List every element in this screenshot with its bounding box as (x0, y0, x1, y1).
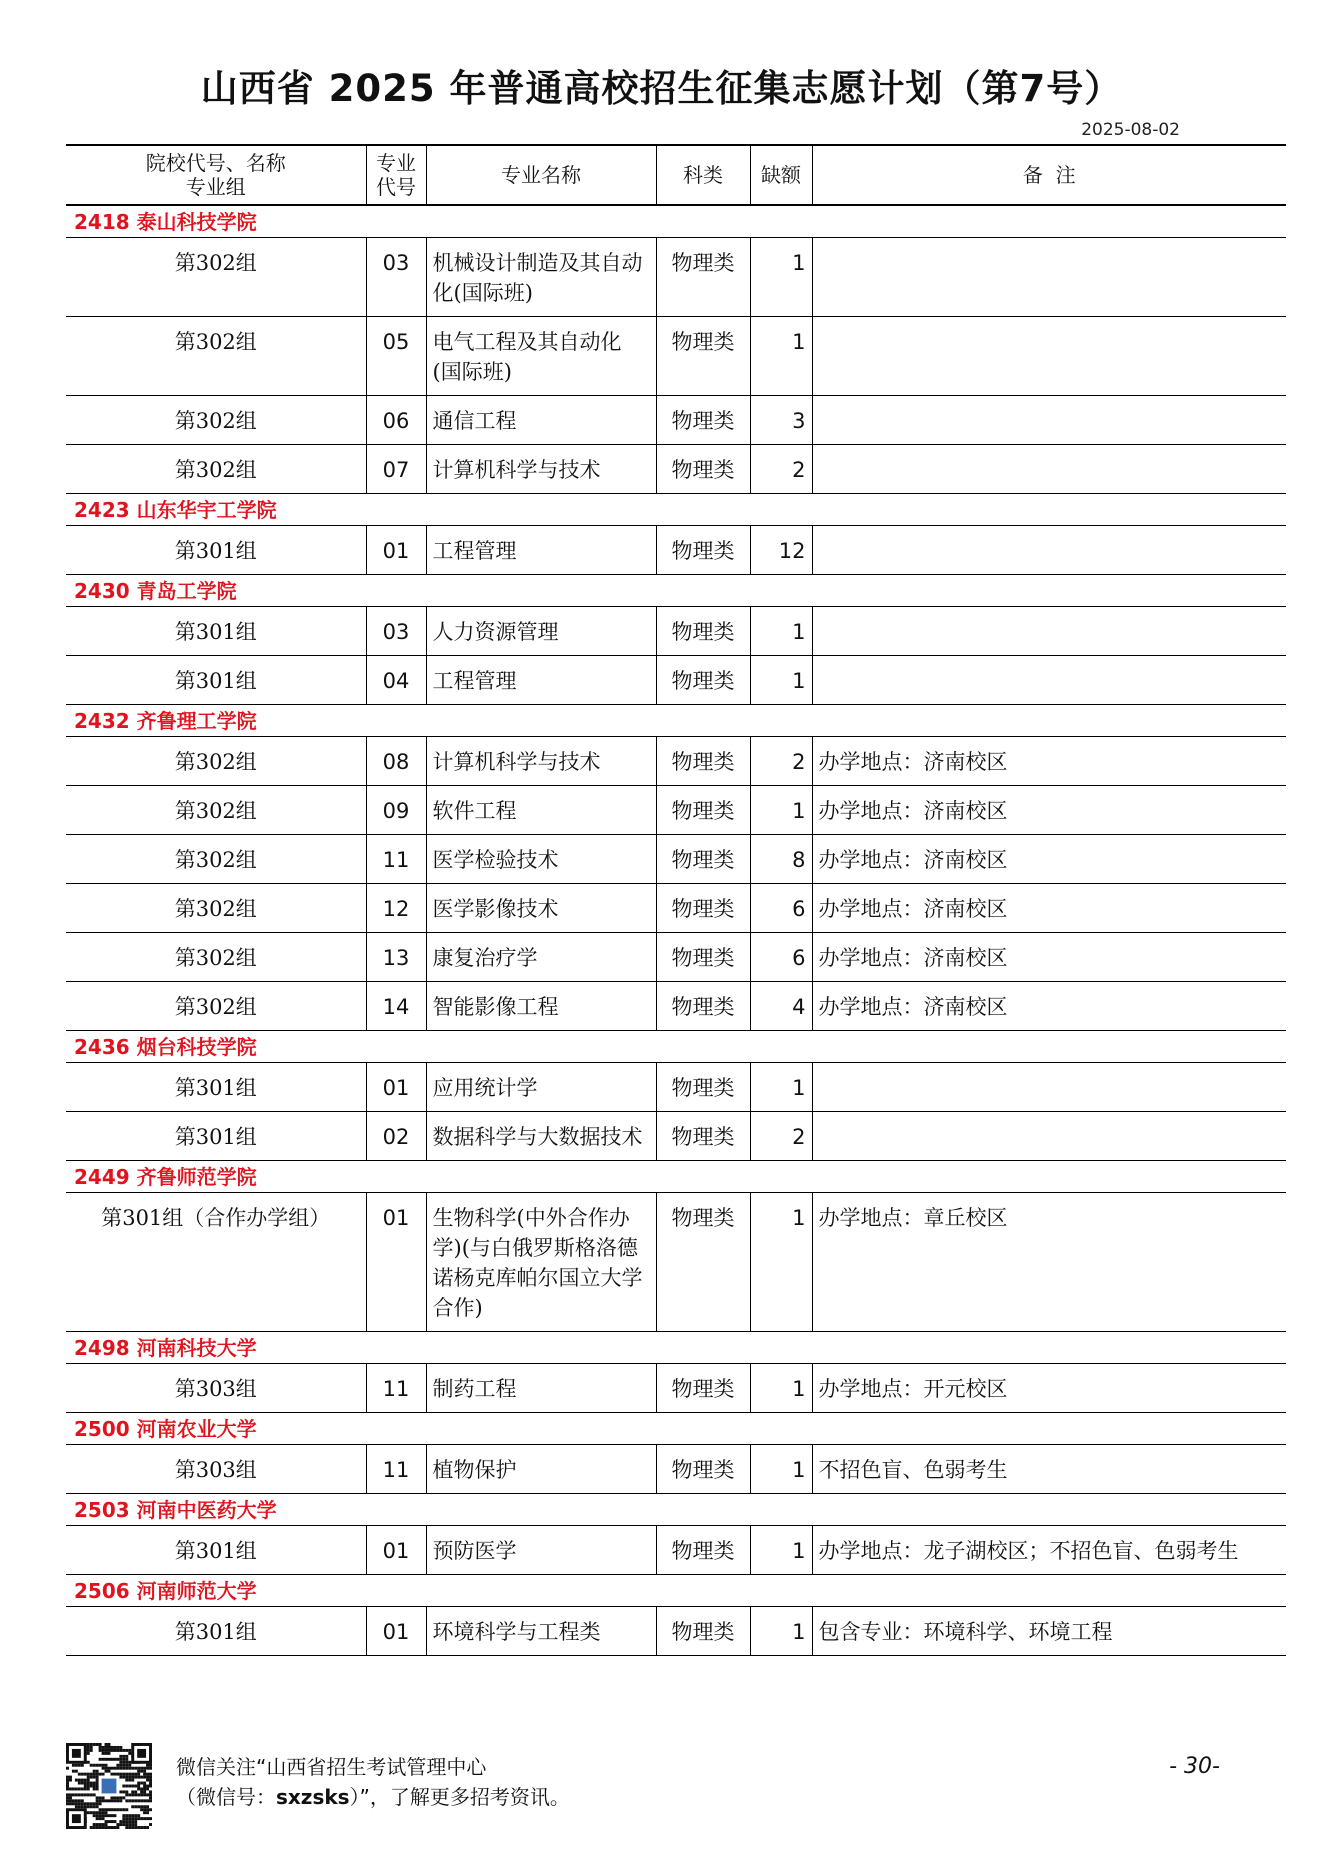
quota-cell: 2 (750, 445, 812, 494)
category-cell: 物理类 (656, 884, 750, 933)
major-name-cell: 电气工程及其自动化(国际班) (426, 317, 656, 396)
page-title: 山西省 2025 年普通高校招生征集志愿计划（第7号） (200, 67, 1123, 110)
school-header-row (66, 1494, 1286, 1526)
school-header-row (66, 494, 1286, 526)
school-name: 2503 河南中医药大学 (66, 1494, 1286, 1526)
note-cell (812, 607, 1286, 656)
group-cell: 第302组 (66, 445, 366, 494)
major-code-cell: 07 (366, 445, 426, 494)
table-row (66, 933, 1286, 982)
table-row (66, 1112, 1286, 1161)
note-cell: 办学地点：龙子湖校区；不招色盲、色弱考生 (812, 1526, 1286, 1575)
quota-cell: 3 (750, 396, 812, 445)
category-cell: 物理类 (656, 526, 750, 575)
school-header-row (66, 1332, 1286, 1364)
major-name-cell: 数据科学与大数据技术 (426, 1112, 656, 1161)
category-cell: 物理类 (656, 238, 750, 317)
header-notes: 备 注 (812, 145, 1286, 205)
note-cell (812, 526, 1286, 575)
note-cell (812, 445, 1286, 494)
school-header-row (66, 575, 1286, 607)
table-row (66, 607, 1286, 656)
school-name: 2423 山东华宇工学院 (66, 494, 1286, 526)
header-school-group (66, 145, 366, 205)
quota-cell: 1 (750, 1607, 812, 1656)
quota-cell: 1 (750, 1063, 812, 1112)
table-header-row (66, 145, 1286, 205)
group-cell: 第302组 (66, 933, 366, 982)
category-cell: 物理类 (656, 1607, 750, 1656)
school-header-row (66, 1413, 1286, 1445)
quota-cell: 8 (750, 835, 812, 884)
quota-cell: 12 (750, 526, 812, 575)
quota-cell: 2 (750, 737, 812, 786)
note-cell: 办学地点：济南校区 (812, 933, 1286, 982)
category-cell: 物理类 (656, 396, 750, 445)
table-row (66, 1364, 1286, 1413)
note-cell: 办学地点：济南校区 (812, 737, 1286, 786)
table-row (66, 982, 1286, 1031)
major-name-cell: 通信工程 (426, 396, 656, 445)
quota-cell: 1 (750, 1193, 812, 1332)
note-cell (812, 396, 1286, 445)
note-cell (812, 238, 1286, 317)
note-cell (812, 1063, 1286, 1112)
note-cell: 不招色盲、色弱考生 (812, 1445, 1286, 1494)
group-cell: 第302组 (66, 396, 366, 445)
school-name: 2506 河南师范大学 (66, 1575, 1286, 1607)
category-cell: 物理类 (656, 445, 750, 494)
note-cell: 办学地点：济南校区 (812, 835, 1286, 884)
note-cell (812, 317, 1286, 396)
note-cell (812, 1112, 1286, 1161)
major-code-cell: 06 (366, 396, 426, 445)
table-row (66, 445, 1286, 494)
quota-cell: 6 (750, 884, 812, 933)
group-cell: 第301组 (66, 1063, 366, 1112)
quota-cell: 1 (750, 1526, 812, 1575)
quota-cell: 1 (750, 317, 812, 396)
major-code-cell: 04 (366, 656, 426, 705)
group-cell: 第303组 (66, 1364, 366, 1413)
category-cell: 物理类 (656, 1063, 750, 1112)
group-cell: 第302组 (66, 238, 366, 317)
table-row (66, 1607, 1286, 1656)
major-code-cell: 05 (366, 317, 426, 396)
note-cell: 办学地点：济南校区 (812, 982, 1286, 1031)
footer-line1: 微信关注“山西省招生考试管理中心 (176, 1755, 487, 1779)
category-cell: 物理类 (656, 933, 750, 982)
wechat-id: sxzsks (276, 1785, 350, 1809)
category-cell: 物理类 (656, 786, 750, 835)
group-cell: 第301组 (66, 526, 366, 575)
major-code-cell: 01 (366, 1526, 426, 1575)
table-row (66, 737, 1286, 786)
publish-date: 2025-08-02 (1081, 120, 1180, 140)
header-major-code-line2: 代号 (376, 175, 416, 199)
major-code-cell: 11 (366, 835, 426, 884)
school-name: 2449 齐鲁师范学院 (66, 1161, 1286, 1193)
major-name-cell: 计算机科学与技术 (426, 737, 656, 786)
table-row (66, 1193, 1286, 1332)
header-school-group-line1: 院校代号、名称 (145, 151, 286, 175)
header-school-group-line2: 专业组 (185, 175, 246, 199)
note-cell: 办学地点：济南校区 (812, 786, 1286, 835)
category-cell: 物理类 (656, 1112, 750, 1161)
note-cell: 办学地点：章丘校区 (812, 1193, 1286, 1332)
major-name-cell: 制药工程 (426, 1364, 656, 1413)
school-header-row (66, 705, 1286, 737)
footer-line2-suffix: ）”，了解更多招考资讯。 (349, 1785, 570, 1809)
major-name-cell: 工程管理 (426, 526, 656, 575)
group-cell: 第302组 (66, 835, 366, 884)
major-name-cell: 生物科学(中外合作办学)(与白俄罗斯格洛德诺杨克库帕尔国立大学合作) (426, 1193, 656, 1332)
header-major-code-line1: 专业 (376, 151, 416, 175)
note-cell: 包含专业：环境科学、环境工程 (812, 1607, 1286, 1656)
wechat-qr-code (66, 1743, 152, 1829)
footer-line2-prefix: （微信号： (176, 1785, 276, 1809)
major-name-cell: 人力资源管理 (426, 607, 656, 656)
table-row (66, 786, 1286, 835)
category-cell: 物理类 (656, 1193, 750, 1332)
footer-text (176, 1752, 570, 1812)
note-cell: 办学地点：济南校区 (812, 884, 1286, 933)
table-row (66, 1063, 1286, 1112)
table-row (66, 884, 1286, 933)
major-code-cell: 02 (366, 1112, 426, 1161)
category-cell: 物理类 (656, 737, 750, 786)
header-major-name: 专业名称 (426, 145, 656, 205)
group-cell: 第301组（合作办学组） (66, 1193, 366, 1332)
table-row (66, 835, 1286, 884)
major-name-cell: 机械设计制造及其自动化(国际班) (426, 238, 656, 317)
school-name: 2436 烟台科技学院 (66, 1031, 1286, 1063)
group-cell: 第303组 (66, 1445, 366, 1494)
school-header-row (66, 1575, 1286, 1607)
quota-cell: 6 (750, 933, 812, 982)
quota-cell: 2 (750, 1112, 812, 1161)
table-row (66, 526, 1286, 575)
major-code-cell: 11 (366, 1364, 426, 1413)
table-row (66, 396, 1286, 445)
school-name: 2432 齐鲁理工学院 (66, 705, 1286, 737)
table-row (66, 1445, 1286, 1494)
quota-cell: 1 (750, 1364, 812, 1413)
table-row (66, 1526, 1286, 1575)
category-cell: 物理类 (656, 1526, 750, 1575)
quota-cell: 1 (750, 656, 812, 705)
school-name: 2500 河南农业大学 (66, 1413, 1286, 1445)
major-code-cell: 01 (366, 1063, 426, 1112)
major-name-cell: 环境科学与工程类 (426, 1607, 656, 1656)
footer-line2 (176, 1782, 570, 1812)
table-body (66, 205, 1286, 1656)
group-cell: 第302组 (66, 786, 366, 835)
major-code-cell: 09 (366, 786, 426, 835)
major-name-cell: 工程管理 (426, 656, 656, 705)
category-cell: 物理类 (656, 1364, 750, 1413)
major-code-cell: 03 (366, 238, 426, 317)
page-number: - 30- (1169, 1754, 1220, 1779)
table-row (66, 317, 1286, 396)
note-cell (812, 656, 1286, 705)
major-code-cell: 12 (366, 884, 426, 933)
quota-cell: 1 (750, 1445, 812, 1494)
group-cell: 第301组 (66, 1607, 366, 1656)
group-cell: 第302组 (66, 982, 366, 1031)
category-cell: 物理类 (656, 982, 750, 1031)
school-header-row (66, 1031, 1286, 1063)
group-cell: 第301组 (66, 656, 366, 705)
major-code-cell: 01 (366, 1193, 426, 1332)
major-name-cell: 智能影像工程 (426, 982, 656, 1031)
category-cell: 物理类 (656, 656, 750, 705)
category-cell: 物理类 (656, 1445, 750, 1494)
school-header-row (66, 1161, 1286, 1193)
category-cell: 物理类 (656, 835, 750, 884)
major-code-cell: 08 (366, 737, 426, 786)
major-name-cell: 预防医学 (426, 1526, 656, 1575)
table-row (66, 656, 1286, 705)
major-name-cell: 计算机科学与技术 (426, 445, 656, 494)
group-cell: 第301组 (66, 607, 366, 656)
major-code-cell: 01 (366, 526, 426, 575)
admission-plan-table (66, 144, 1286, 1656)
group-cell: 第302组 (66, 317, 366, 396)
quota-cell: 4 (750, 982, 812, 1031)
group-cell: 第302组 (66, 884, 366, 933)
category-cell: 物理类 (656, 317, 750, 396)
major-name-cell: 植物保护 (426, 1445, 656, 1494)
quota-cell: 1 (750, 786, 812, 835)
major-code-cell: 01 (366, 1607, 426, 1656)
header-category: 科类 (656, 145, 750, 205)
header-quota: 缺额 (750, 145, 812, 205)
major-name-cell: 康复治疗学 (426, 933, 656, 982)
major-code-cell: 14 (366, 982, 426, 1031)
group-cell: 第301组 (66, 1112, 366, 1161)
school-name: 2498 河南科技大学 (66, 1332, 1286, 1364)
major-name-cell: 医学检验技术 (426, 835, 656, 884)
school-name: 2430 青岛工学院 (66, 575, 1286, 607)
category-cell: 物理类 (656, 607, 750, 656)
major-code-cell: 13 (366, 933, 426, 982)
major-code-cell: 03 (366, 607, 426, 656)
table-row (66, 238, 1286, 317)
major-name-cell: 医学影像技术 (426, 884, 656, 933)
group-cell: 第301组 (66, 1526, 366, 1575)
header-major-code (366, 145, 426, 205)
school-header-row (66, 205, 1286, 238)
quota-cell: 1 (750, 238, 812, 317)
quota-cell: 1 (750, 607, 812, 656)
major-code-cell: 11 (366, 1445, 426, 1494)
school-name: 2418 泰山科技学院 (66, 205, 1286, 238)
group-cell: 第302组 (66, 737, 366, 786)
note-cell: 办学地点：开元校区 (812, 1364, 1286, 1413)
major-name-cell: 应用统计学 (426, 1063, 656, 1112)
major-name-cell: 软件工程 (426, 786, 656, 835)
